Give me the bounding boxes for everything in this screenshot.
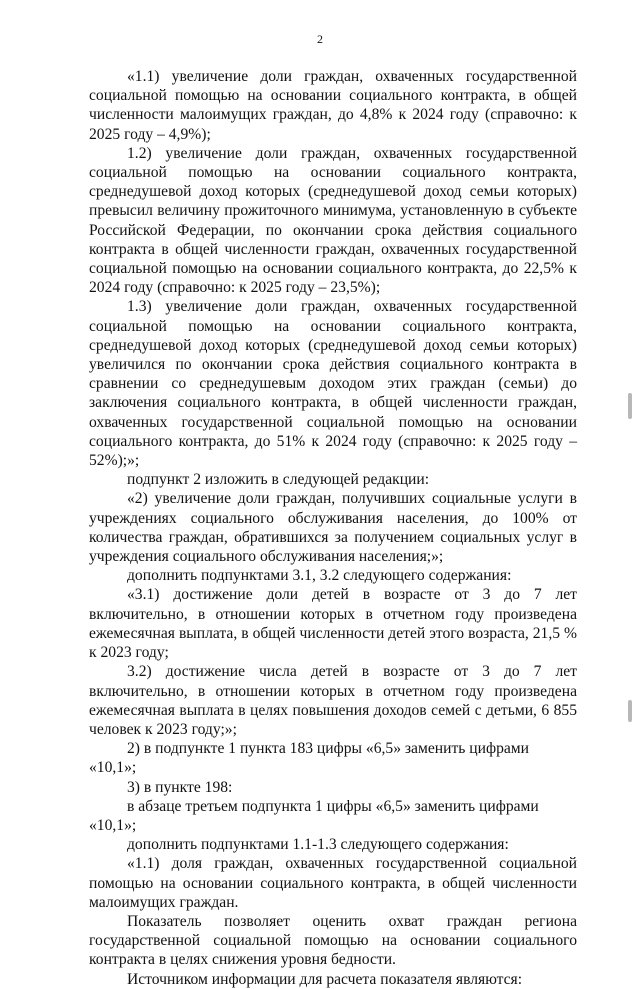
paragraph-item-2-point-183: 2) в подпункте 1 пункта 183 цифры «6,5» заменить цифрами «10,1»;: [89, 740, 529, 777]
scan-edge-mark: [628, 700, 632, 722]
scan-edge-mark: [628, 393, 632, 419]
paragraph-third-abzac-replacement: в абзаце третьем подпункта 1 цифры «6,5» заменить цифрами «10,1»;: [89, 797, 539, 834]
paragraph-subpoint-2-instruction: подпункт 2 изложить в следующей редакции:: [127, 471, 430, 489]
paragraph-1-1-social-contract-share: «1.1) увеличение доли граждан, охваченных государственной социальной помощью на основании социального контракта, в общей численности малоимущих граждан, до 4,8% к 2024 году (справочно: к 2025 году – 4,9%);: [89, 68, 577, 143]
paragraph-indicator-purpose: Показатель позволяет оценить охват граждан региона государственной социальной помощью на основании социального контракта в целях снижения уровня бедности.: [89, 912, 577, 969]
paragraph-3-1-children-share: «3.1) достижение доли детей в возрасте от 3 до 7 лет включительно, в отношении которых в отчетном году произведена ежемесячная выплата, в общей численности детей этого возраста, 21,5 % к 2023 году;: [89, 586, 577, 662]
paragraph-add-1-1-1-3-instruction: дополнить подпунктами 1.1-1.3 следующего содержания:: [127, 836, 509, 854]
paragraph-3-2-children-count: 3.2) достижение числа детей в возрасте от 3 до 7 лет включительно, в отношении которых в отчетном году произведена ежемесячная выплата в целях повышения доходов семей с детьми, 6 855 человек к 2023 году;»;: [89, 663, 577, 738]
document-body: [89, 67, 577, 989]
paragraph-item-3-point-198: 3) в пункте 198:: [127, 778, 233, 796]
paragraph-1-2-income-above-minimum: 1.2) увеличение доли граждан, охваченных государственной социальной помощью на основании социального контракта, среднедушевой доход которых (среднедушевой доход семьи которых) превысил величину прожиточного минимума, установленную в субъекте Российской Федерации, по окончании срока действия социального контракта в общей численности граждан, охваченных государственной социальной помощью на основании социального контракта, до 22,5% к 2024 году (справочно: к 2025 году – 23,5%);: [89, 144, 577, 297]
paragraph-1-3-income-increased: 1.3) увеличение доли граждан, охваченных государственной социальной помощью на основании социального контракта, среднедушевой доход которых (среднедушевой доход семьи которых) увеличился по окончании срока действия социального контракта в сравнении со среднедушевым доходом этих граждан (семьи) до заключения социального контракта, в общей численности граждан, охваченных государственной социальной помощью на основании социального контракта, до 51% к 2024 году (справочно: к 2025 году – 52%);»;: [89, 298, 577, 470]
paragraph-information-sources: Источником информации для расчета показателя являются:: [127, 970, 523, 988]
page-number: 2: [317, 32, 323, 46]
paragraph-add-3-1-3-2-instruction: дополнить подпунктами 3.1, 3.2 следующего содержания:: [127, 567, 512, 585]
paragraph-2-social-services: «2) увеличение доли граждан, получивших социальные услуги в учреждениях социального обслуживания населения, до 100% от количества граждан, обратившихся за получением социальных услуг в учреждения социального обслуживания населения;»;: [89, 490, 577, 566]
paragraph-1-1-indicator-definition: «1.1) доля граждан, охваченных государственной социальной помощью на основании социального контракта, в общей численности малоимущих граждан.: [89, 855, 577, 911]
